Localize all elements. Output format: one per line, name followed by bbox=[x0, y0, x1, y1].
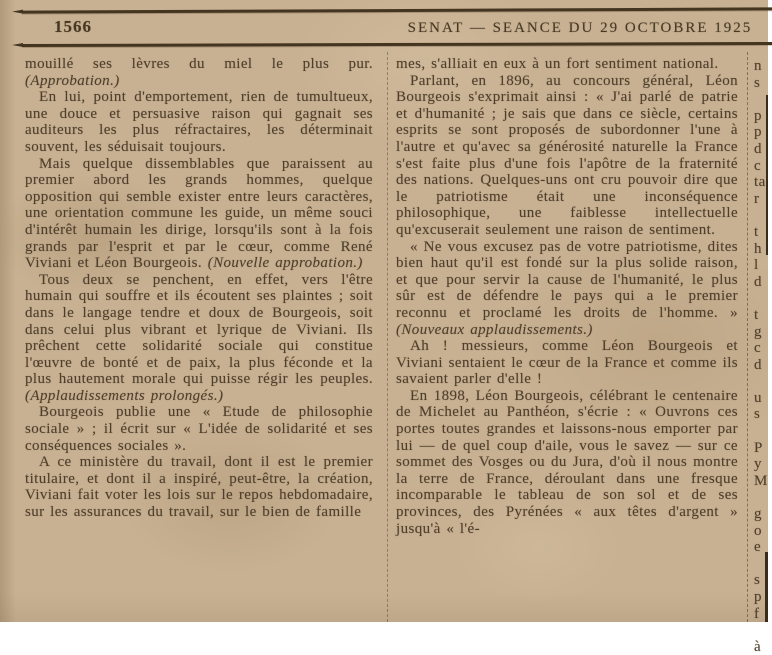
edge-text-fragment: c bbox=[754, 340, 762, 357]
body-text: mes, s'alliait en eux à un fort sentiment national. bbox=[396, 56, 719, 72]
header-title: SENAT — SEANCE DU 29 OCTOBRE 1925 bbox=[407, 20, 753, 36]
edge-text-fragment: p bbox=[754, 107, 762, 124]
paragraph bbox=[396, 73, 738, 239]
edge-text-fragment: e bbox=[754, 539, 762, 556]
edge-text-fragment: s bbox=[754, 74, 761, 91]
edge-text-fragment: s bbox=[754, 406, 761, 423]
stage-direction-text: (Approbation.) bbox=[25, 72, 120, 89]
edge-text-fragment: f bbox=[754, 605, 760, 622]
paragraph bbox=[396, 388, 738, 537]
edge-text-fragment: à bbox=[754, 638, 762, 655]
body-text: mouillé ses lèvres du miel le plus pur. bbox=[25, 56, 373, 72]
edge-text-fragment bbox=[754, 290, 768, 307]
edge-text-fragment: y bbox=[754, 456, 762, 473]
header-rule-bottom bbox=[22, 42, 772, 47]
paragraph bbox=[25, 272, 373, 405]
body-text: Ah ! messieurs, comme Léon Bourgeois et Viviani sentaient le cœur de la France et comme ils savaient parler d'elle ! bbox=[396, 338, 738, 388]
column-right bbox=[396, 56, 738, 622]
paragraph bbox=[396, 56, 738, 73]
paragraph bbox=[396, 338, 738, 388]
body-text: Tous deux se penchent, en effet, vers l'être humain qui souffre et ils écoutent ses plaintes ; soit dans le langage tendre et doux de Bourgeois, soit dans celui plus vibrant et lyrique de Viviani. Ils prêchent cette solidarité sociale qui constitue l'œuvre de bonté et de paix, la plus féconde et la plus hautement morale qui puisse régir les peuples. bbox=[25, 271, 373, 388]
paragraph bbox=[25, 454, 373, 520]
body-text: « Ne vous excusez pas de votre patriotisme, dites bien haut qu'il est fondé sur la plus solide raison, et que pour servir la cause de l'humanité, le plus sûr est de défendre le pays qui a le premier reconnu et proclamé les droits de l'homme. » bbox=[396, 238, 738, 321]
body-text: Bourgeois publie une « Etude de philosophie sociale » ; il écrit sur « L'idée de solidarité et ses conséquences sociales ». bbox=[25, 404, 373, 454]
paragraph bbox=[25, 89, 373, 155]
edge-text-fragment: p bbox=[754, 589, 762, 605]
edge-text-fragment: r bbox=[754, 190, 760, 207]
stage-direction-text: (Nouvelle approbation.) bbox=[207, 255, 363, 272]
edge-text-fragment: l bbox=[754, 257, 759, 274]
edge-text-fragment: M bbox=[754, 472, 768, 489]
stage-direction-text: (Nouveaux applaudissements.) bbox=[396, 321, 593, 338]
edge-text-fragment bbox=[754, 423, 768, 440]
column-divider bbox=[387, 52, 388, 622]
paragraph bbox=[25, 56, 373, 89]
scan-edge-line-lower bbox=[765, 552, 768, 622]
body-text: En 1898, Léon Bourgeois, célébrant le centenaire de Michelet au Panthéon, s'écrie : « Ouvrons ces portes toutes grandes et laissons-nous emporter par lui — de quel coup d'aile, vous le savez — sur ce sommet des Vosges ou du Jura, d'où il nous montre la terre de France, déroulant dans une fresque incomparable le tableau de son sol et de ses provinces, des Pyrénées « aux têtes d'argent » jusqu'à « l'é- bbox=[396, 387, 738, 537]
page-number: 1566 bbox=[54, 17, 92, 36]
edge-text-fragment: g bbox=[754, 506, 762, 523]
paragraph bbox=[25, 404, 373, 454]
paragraph bbox=[25, 156, 373, 272]
edge-text-fragment: c bbox=[754, 157, 762, 174]
edge-text-fragment: s bbox=[754, 572, 761, 589]
body-text: Parlant, en 1896, au concours général, Léon Bourgeois s'exprimait ainsi : « J'ai parlé de patrie et d'humanité ; je sais que dans ce siècle, certains esprits se sont proposés de subordonner l'une à l'autre et qu'avec sa générosité naturelle la France s'est faite plus d'une fois l'apôtre de la fraternité des nations. Quelques-uns ont cru pouvoir dire que le patriotisme était une inconséquence philosophique, une faiblesse intellectuelle qu'excuserait seulement une raison de sentiment. bbox=[396, 72, 738, 238]
edge-text-fragment: t bbox=[754, 223, 759, 240]
edge-text-fragment: h bbox=[754, 240, 762, 257]
edge-text-fragment: g bbox=[754, 323, 762, 340]
stage-direction-text: (Applaudissements prolongés.) bbox=[25, 387, 224, 404]
edge-text-fragment bbox=[754, 373, 768, 390]
edge-text-fragment: ta bbox=[754, 174, 766, 191]
body-text: Mais quelque dissemblables que paraissent au premier abord les grands hommes, quelque opposition qui semble exister entre leurs caractères, une orientation commune les guide, un même souci d'intérêt humain les dirige, lorsqu'ils sont à la fois grands par l'esprit et par le cœur, comme René Viviani et Léon Bourgeois. bbox=[25, 155, 373, 272]
edge-text-fragment: p bbox=[754, 124, 762, 141]
edge-text-fragment: o bbox=[754, 522, 762, 539]
edge-text-fragment: d bbox=[754, 356, 762, 373]
edge-text-fragment: u bbox=[754, 389, 762, 406]
body-text: A ce ministère du travail, dont il est le premier titulaire, et dont il a inspiré, peut-être, la création, Viviani fait voter les lois sur le repos hebdomadaire, sur les assurances du travail, sur le bien de famille bbox=[25, 454, 373, 521]
edge-text-fragment bbox=[754, 489, 768, 506]
column-left bbox=[25, 56, 373, 622]
edge-text-fragment: d bbox=[754, 273, 762, 290]
edge-text-fragment: t bbox=[754, 306, 759, 323]
body-text: En lui, point d'emportement, rien de tumultueux, une douce et persuasive raison qui gagnait ses auditeurs les plus réfractaires, les déterminait souvent, les séduisait toujours. bbox=[25, 89, 373, 155]
header-rule-top bbox=[22, 7, 772, 13]
paragraph bbox=[396, 239, 738, 339]
page-edge-divider bbox=[747, 52, 748, 622]
edge-text-fragment bbox=[754, 622, 768, 639]
scan-edge-line-upper bbox=[766, 95, 768, 255]
edge-text-fragment: P bbox=[754, 439, 763, 456]
edge-text-fragment: d bbox=[754, 140, 762, 157]
edge-text-fragment: n bbox=[754, 58, 762, 74]
